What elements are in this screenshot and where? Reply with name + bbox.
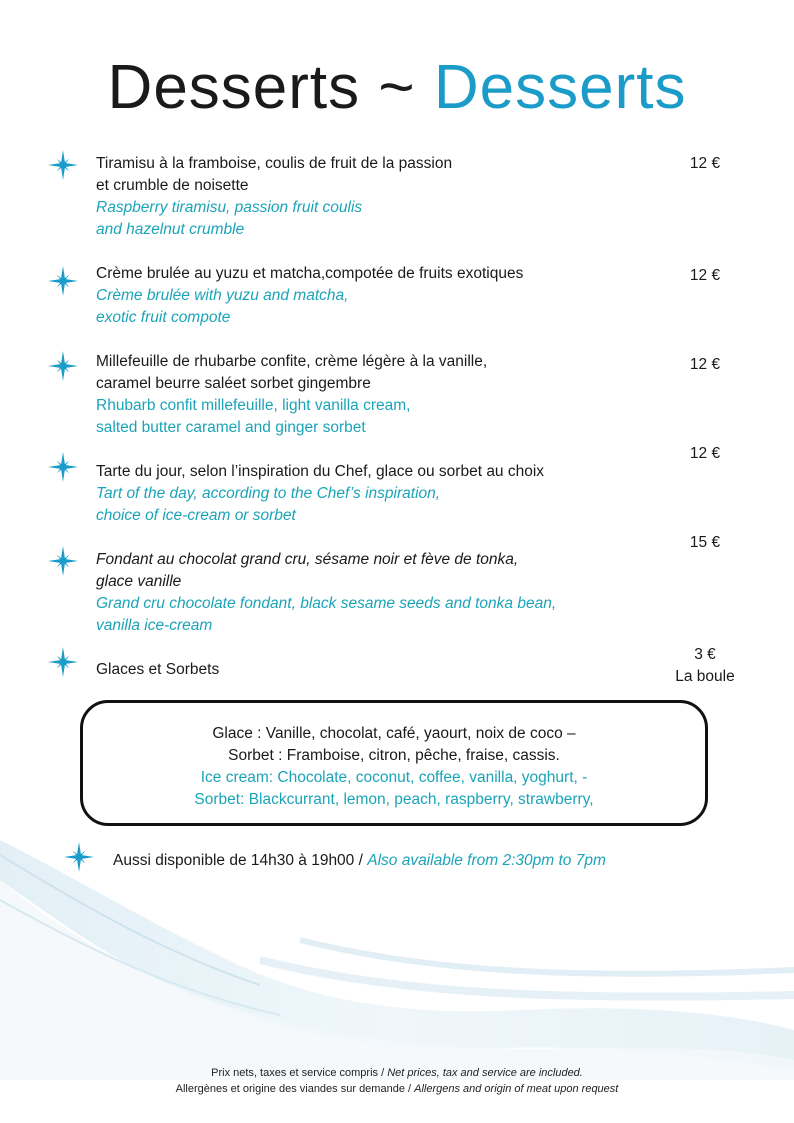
item-price-value: 3 € — [694, 646, 716, 663]
item-french-line: Fondant au chocolat grand cru, sésame noir et fève de tonka, — [96, 551, 519, 568]
item-french-line: Millefeuille de rhubarbe confite, crème légère à la vanille, — [96, 353, 488, 370]
footer-allergens-english: Allergens and origin of meat upon request — [414, 1083, 619, 1095]
item-english-line: choice of ice-cream or sorbet — [96, 507, 296, 524]
flavours-english-line: Ice cream: Chocolate, coconut, coffee, vanilla, yoghurt, - — [200, 769, 588, 786]
item-english-line: and hazelnut crumble — [96, 221, 245, 238]
footer-line — [0, 1081, 794, 1097]
sparkle-star-icon — [64, 842, 94, 872]
flavours-french-line: Sorbet : Framboise, citron, pêche, fraise, cassis. — [228, 747, 560, 764]
item-price: 15 € — [689, 534, 721, 551]
item-english-line: Rhubarb confit millefeuille, light vanilla cream, — [96, 397, 411, 414]
item-english-line: Tart of the day, according to the Chef’s inspiration, — [96, 485, 441, 502]
availability-separator: / — [354, 852, 368, 869]
item-french-line: Tarte du jour, selon l’inspiration du Chef, glace ou sorbet au choix — [96, 463, 545, 480]
availability-english: Also available from 2:30pm to 7pm — [367, 852, 606, 869]
item-english-line: exotic fruit compote — [96, 309, 231, 326]
item-price — [660, 644, 750, 688]
flavours-english-line: Sorbet: Blackcurrant, lemon, peach, raspberry, strawberry, — [194, 791, 594, 808]
availability-french: Aussi disponible de 14h30 à 19h00 — [113, 852, 355, 869]
item-french-line: Tiramisu à la framboise, coulis de fruit de la passion — [96, 155, 453, 172]
footer-separator: / — [378, 1067, 388, 1079]
item-french-line: Crème brulée au yuzu et matcha,compotée de fruits exotiques — [96, 265, 524, 282]
menu-item — [96, 659, 656, 681]
menu-item — [96, 153, 656, 241]
item-french-line: et crumble de noisette — [96, 177, 249, 194]
item-english-line: vanilla ice-cream — [96, 617, 213, 634]
item-english-line: salted butter caramel and ginger sorbet — [96, 419, 366, 436]
sparkle-star-icon — [48, 647, 78, 677]
footer-prices-english: Net prices, tax and service are included. — [387, 1067, 583, 1079]
item-french-line: Glaces et Sorbets — [96, 661, 220, 678]
item-english-line: Grand cru chocolate fondant, black sesame seeds and tonka bean, — [96, 595, 557, 612]
flavours-french-line: Glace : Vanille, chocolat, café, yaourt, noix de coco – — [212, 725, 576, 742]
menu-item — [96, 351, 656, 439]
page-title — [0, 48, 794, 128]
menu-item — [96, 549, 656, 637]
footer-line — [0, 1065, 794, 1081]
sparkle-star-icon — [48, 351, 78, 381]
title-separator: ~ — [378, 53, 416, 122]
item-price: 12 € — [689, 267, 721, 284]
sparkle-star-icon — [48, 546, 78, 576]
item-french-line: caramel beurre saléet sorbet gingembre — [96, 375, 371, 392]
footer-prices-french: Prix nets, taxes et service compris — [211, 1067, 379, 1079]
sparkle-star-icon — [48, 266, 78, 296]
title-french: Desserts — [107, 53, 361, 122]
flavours-box — [80, 700, 708, 826]
footer-allergens-french: Allergènes et origine des viandes sur demande — [175, 1083, 405, 1095]
item-price: 12 € — [689, 155, 721, 172]
footer-separator: / — [404, 1083, 415, 1095]
item-french-line: glace vanille — [96, 573, 182, 590]
availability-note — [113, 850, 606, 872]
item-english-line: Raspberry tiramisu, passion fruit coulis — [96, 199, 363, 216]
menu-item — [96, 461, 656, 527]
item-price: 12 € — [689, 356, 721, 373]
item-price-unit: La boule — [675, 668, 735, 685]
item-english-line: Crème brulée with yuzu and matcha, — [96, 287, 349, 304]
item-price: 12 € — [689, 445, 721, 462]
title-english: Desserts — [433, 53, 687, 122]
sparkle-star-icon — [48, 150, 78, 180]
menu-item — [96, 263, 656, 329]
sparkle-star-icon — [48, 452, 78, 482]
